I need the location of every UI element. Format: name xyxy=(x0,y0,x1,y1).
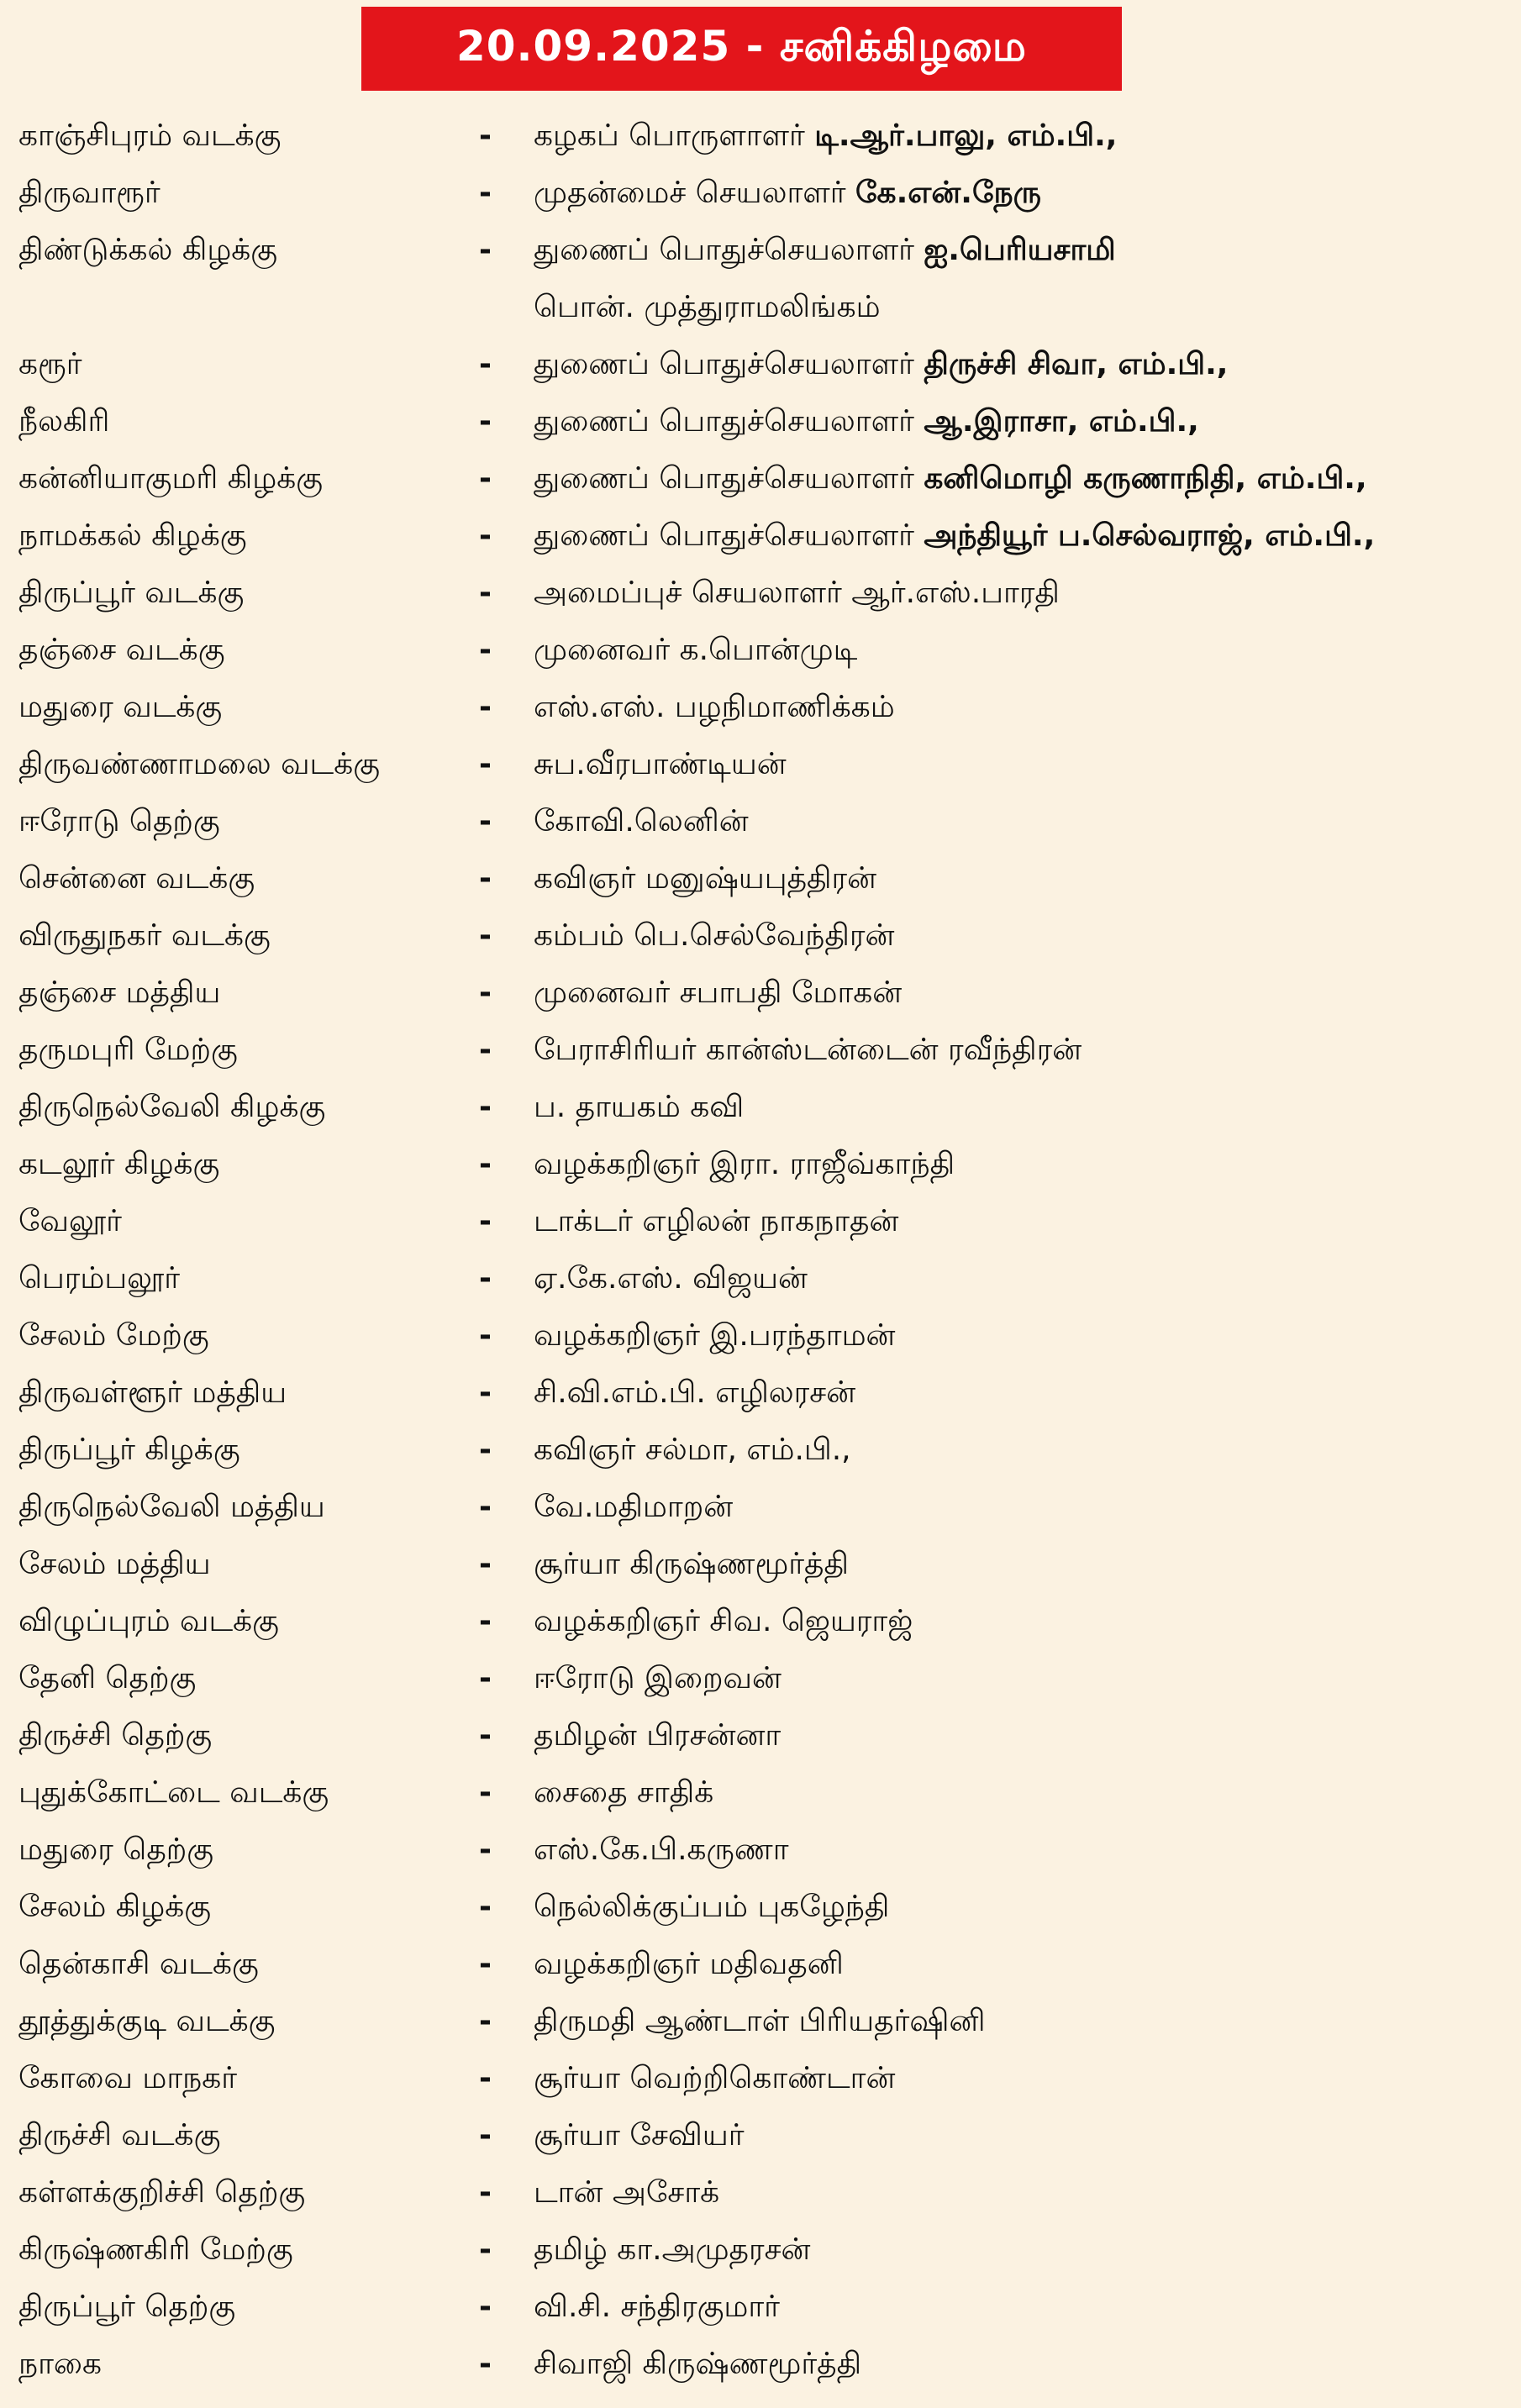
speaker xyxy=(534,565,1060,622)
speaker-title: பொன். முத்துராமலிங்கம் xyxy=(534,290,881,324)
speaker-name: ஐ.பெரியசாமி xyxy=(924,233,1116,267)
schedule-row xyxy=(0,622,1521,679)
speaker xyxy=(534,907,894,965)
separator-dash: - xyxy=(479,2290,492,2324)
separator-dash: - xyxy=(479,2175,492,2210)
speaker-title: கவிஞர் மனுஷ்யபுத்திரன் xyxy=(534,861,877,896)
separator-dash: - xyxy=(479,1375,492,1410)
district-name: காஞ்சிபுரம் வடக்கு xyxy=(18,118,282,153)
district-name: தூத்துக்குடி வடக்கு xyxy=(18,2004,276,2038)
speaker-title: வே.மதிமாறன் xyxy=(534,1490,734,1524)
district-name: திருச்சி தெற்கு xyxy=(18,1718,213,1753)
speaker-title: ப. தாயகம் கவி xyxy=(534,1090,745,1124)
schedule-row xyxy=(0,1993,1521,2050)
speaker xyxy=(534,2279,780,2336)
district-name: கிருஷ்ணகிரி மேற்கு xyxy=(18,2232,293,2267)
schedule-row xyxy=(0,907,1521,965)
schedule-row xyxy=(0,850,1521,907)
separator-dash: - xyxy=(479,1547,492,1581)
schedule-row xyxy=(0,1250,1521,1307)
separator-dash: - xyxy=(479,1890,492,1924)
speaker xyxy=(534,2050,895,2107)
district-name: வேலூர் xyxy=(18,1204,122,1238)
district-name: நாமக்கல் கிழக்கு xyxy=(18,518,247,553)
schedule-row xyxy=(0,565,1521,622)
speaker-title: முனைவர் சபாபதி மோகன் xyxy=(534,975,903,1010)
speaker xyxy=(534,2164,719,2221)
schedule-row xyxy=(0,222,1521,279)
speaker xyxy=(534,1822,789,1879)
speaker xyxy=(534,793,749,850)
separator-dash: - xyxy=(479,2004,492,2038)
speaker xyxy=(534,1936,844,1993)
speaker xyxy=(534,1993,986,2050)
speaker-title: தமிழ் கா.அமுதரசன் xyxy=(534,2232,811,2267)
speaker xyxy=(534,1307,895,1364)
separator-dash: - xyxy=(479,576,492,610)
schedule-row xyxy=(0,393,1521,450)
speaker xyxy=(534,1707,781,1764)
district-name: தேனி தெற்கு xyxy=(18,1661,197,1696)
speaker-title: சைதை சாதிக் xyxy=(534,1775,714,1810)
district-name: தருமபுரி மேற்கு xyxy=(18,1033,238,1067)
speaker xyxy=(534,165,1041,222)
speaker xyxy=(534,1879,889,1936)
speaker-title: சிவாஜி கிருஷ்ணமூர்த்தி xyxy=(534,2347,862,2381)
speaker-title: எஸ்.எஸ். பழநிமாணிக்கம் xyxy=(534,690,895,724)
district-name: சேலம் மேற்கு xyxy=(18,1318,209,1353)
date-title: 20.09.2025 - சனிக்கிழமை xyxy=(455,21,1028,71)
separator-dash: - xyxy=(479,918,492,953)
speaker-name: ஆ.இராசா, எம்.பி., xyxy=(924,404,1199,439)
speaker-title: வழக்கறிஞர் இரா. ராஜீவ்காந்தி xyxy=(534,1147,955,1181)
speaker xyxy=(534,2107,745,2164)
schedule-row xyxy=(0,2050,1521,2107)
speaker-title: முனைவர் க.பொன்முடி xyxy=(534,633,858,667)
schedule-row xyxy=(0,1879,1521,1936)
schedule-row xyxy=(0,736,1521,793)
speaker xyxy=(534,850,876,907)
speaker xyxy=(534,622,857,679)
district-name: சேலம் கிழக்கு xyxy=(18,1890,212,1924)
speaker-name: கனிமொழி கருணாநிதி, எம்.பி., xyxy=(924,461,1367,496)
district-name: திருப்பூர் வடக்கு xyxy=(18,576,245,610)
schedule-row xyxy=(0,2336,1521,2393)
speaker xyxy=(534,736,787,793)
speaker-title: சுப.வீரபாண்டியன் xyxy=(534,747,787,781)
schedule-row xyxy=(0,1307,1521,1364)
district-name: கன்னியாகுமரி கிழக்கு xyxy=(18,461,324,496)
speaker xyxy=(534,222,1116,279)
schedule-row xyxy=(0,1364,1521,1422)
schedule-row xyxy=(0,679,1521,736)
speaker-name: திருச்சி சிவா, எம்.பி., xyxy=(924,347,1229,381)
separator-dash: - xyxy=(479,176,492,210)
speaker-title: வி.சி. சந்திரகுமார் xyxy=(534,2290,780,2324)
district-name: விருதுநகர் வடக்கு xyxy=(18,918,271,953)
district-name: கடலூர் கிழக்கு xyxy=(18,1147,220,1181)
separator-dash: - xyxy=(479,1604,492,1638)
district-name: கரூர் xyxy=(18,347,82,381)
speaker xyxy=(534,1364,855,1422)
speaker xyxy=(534,1764,713,1822)
speaker-title: கம்பம் பெ.செல்வேந்திரன் xyxy=(534,918,895,953)
schedule-row xyxy=(0,336,1521,393)
district-name: திருப்பூர் தெற்கு xyxy=(18,2290,236,2324)
separator-dash: - xyxy=(479,1261,492,1296)
separator-dash: - xyxy=(479,1775,492,1810)
separator-dash: - xyxy=(479,461,492,496)
schedule-row xyxy=(0,450,1521,507)
separator-dash: - xyxy=(479,404,492,439)
speaker-title: வழக்கறிஞர் இ.பரந்தாமன் xyxy=(534,1318,896,1353)
separator-dash: - xyxy=(479,1718,492,1753)
schedule-row xyxy=(0,108,1521,165)
district-name: பெரம்பலூர் xyxy=(18,1261,181,1296)
speaker-title: துணைப் பொதுச்செயலாளர் xyxy=(534,233,924,267)
separator-dash: - xyxy=(479,233,492,267)
district-name: ஈரோடு தெற்கு xyxy=(18,804,220,839)
district-name: திருவண்ணாமலை வடக்கு xyxy=(18,747,381,781)
speaker xyxy=(534,1136,955,1193)
district-name: சென்னை வடக்கு xyxy=(18,861,255,896)
speaker-title: துணைப் பொதுச்செயலாளர் xyxy=(534,404,924,439)
speaker xyxy=(534,965,902,1022)
district-name: கோவை மாநகர் xyxy=(18,2061,238,2095)
separator-dash: - xyxy=(479,804,492,839)
district-name: திருச்சி வடக்கு xyxy=(18,2118,221,2153)
speaker-title: ஏ.கே.எஸ். விஜயன் xyxy=(534,1261,808,1296)
speaker xyxy=(534,1250,808,1307)
separator-dash: - xyxy=(479,1090,492,1124)
speaker xyxy=(534,1479,733,1536)
separator-dash: - xyxy=(479,1033,492,1067)
speaker-name: டி.ஆர்.பாலு, எம்.பி., xyxy=(814,118,1118,153)
schedule-row xyxy=(0,1022,1521,1079)
schedule-row xyxy=(0,2107,1521,2164)
date-banner xyxy=(361,7,1122,91)
schedule-row xyxy=(0,1936,1521,1993)
separator-dash: - xyxy=(479,1147,492,1181)
district-name: சேலம் மத்திய xyxy=(18,1547,211,1581)
district-name: கள்ளக்குறிச்சி தெற்கு xyxy=(18,2175,306,2210)
separator-dash: - xyxy=(479,2118,492,2153)
district-name: தென்காசி வடக்கு xyxy=(18,1947,259,1981)
schedule-row xyxy=(0,1764,1521,1822)
speaker-title: சூர்யா கிருஷ்ணமூர்த்தி xyxy=(534,1547,849,1581)
district-name: மதுரை வடக்கு xyxy=(18,690,223,724)
speaker-name: கே.என்.நேரு xyxy=(855,176,1041,210)
speaker xyxy=(534,1536,849,1593)
schedule-row xyxy=(0,279,1521,336)
speaker-title: துணைப் பொதுச்செயலாளர் xyxy=(534,347,924,381)
speaker-title: தமிழன் பிரசன்னா xyxy=(534,1718,782,1753)
speaker-title: சூர்யா சேவியர் xyxy=(534,2118,745,2153)
separator-dash: - xyxy=(479,347,492,381)
separator-dash: - xyxy=(479,518,492,553)
speaker xyxy=(534,1650,782,1707)
speaker xyxy=(534,1193,898,1250)
speaker-title: ஈரோடு இறைவன் xyxy=(534,1661,782,1696)
speaker xyxy=(534,507,1375,565)
district-name: விழுப்புரம் வடக்கு xyxy=(18,1604,279,1638)
speaker xyxy=(534,279,881,336)
speaker-title: வழக்கறிஞர் மதிவதனி xyxy=(534,1947,844,1981)
speaker xyxy=(534,108,1117,165)
speaker xyxy=(534,1422,851,1479)
separator-dash: - xyxy=(479,975,492,1010)
speaker-title: டாக்டர் எழிலன் நாகநாதன் xyxy=(534,1204,899,1238)
schedule-row xyxy=(0,1707,1521,1764)
district-name: நீலகிரி xyxy=(18,404,110,439)
schedule-row xyxy=(0,1136,1521,1193)
schedule-row xyxy=(0,793,1521,850)
separator-dash: - xyxy=(479,118,492,153)
separator-dash: - xyxy=(479,2232,492,2267)
speaker xyxy=(534,393,1199,450)
speaker xyxy=(534,2336,861,2393)
schedule-row xyxy=(0,1479,1521,1536)
speaker-schedule-list xyxy=(0,108,1521,2393)
schedule-row xyxy=(0,1822,1521,1879)
schedule-row xyxy=(0,165,1521,222)
district-name: திருநெல்வேலி கிழக்கு xyxy=(18,1090,326,1124)
speaker-title: துணைப் பொதுச்செயலாளர் xyxy=(534,461,924,496)
separator-dash: - xyxy=(479,1433,492,1467)
speaker-name: அந்தியூர் ப.செல்வராஜ், எம்.பி., xyxy=(924,518,1376,553)
speaker-title: வழக்கறிஞர் சிவ. ஜெயராஜ் xyxy=(534,1604,913,1638)
speaker-title: பேராசிரியர் கான்ஸ்டன்டைன் ரவீந்திரன் xyxy=(534,1033,1082,1067)
district-name: திருவள்ளூர் மத்திய xyxy=(18,1375,287,1410)
speaker-title: எஸ்.கே.பி.கருணா xyxy=(534,1832,789,1867)
separator-dash: - xyxy=(479,633,492,667)
speaker-title: சூர்யா வெற்றிகொண்டான் xyxy=(534,2061,896,2095)
district-name: தஞ்சை வடக்கு xyxy=(18,633,225,667)
district-name: திருப்பூர் கிழக்கு xyxy=(18,1433,240,1467)
separator-dash: - xyxy=(479,1947,492,1981)
schedule-row xyxy=(0,1536,1521,1593)
speaker xyxy=(534,1022,1082,1079)
district-name: திருவாரூர் xyxy=(18,176,161,210)
district-name: திருநெல்வேலி மத்திய xyxy=(18,1490,325,1524)
separator-dash: - xyxy=(479,747,492,781)
speaker xyxy=(534,450,1367,507)
speaker-title: கவிஞர் சல்மா, எம்.பி., xyxy=(534,1433,851,1467)
separator-dash: - xyxy=(479,690,492,724)
separator-dash: - xyxy=(479,1490,492,1524)
speaker-title: கழகப் பொருளாளர் xyxy=(534,118,815,153)
speaker-title: கோவி.லெனின் xyxy=(534,804,749,839)
schedule-row xyxy=(0,2164,1521,2221)
speaker xyxy=(534,336,1228,393)
speaker-title: அமைப்புச் செயலாளர் ஆர்.எஸ்.பாரதி xyxy=(534,576,1060,610)
district-name: மதுரை தெற்கு xyxy=(18,1832,214,1867)
separator-dash: - xyxy=(479,1204,492,1238)
speaker xyxy=(534,679,895,736)
schedule-row xyxy=(0,1193,1521,1250)
speaker-title: டான் அசோக் xyxy=(534,2175,720,2210)
speaker xyxy=(534,2221,810,2279)
speaker-title: திருமதி ஆண்டாள் பிரியதர்ஷினி xyxy=(534,2004,986,2038)
separator-dash: - xyxy=(479,2347,492,2381)
district-name: திண்டுக்கல் கிழக்கு xyxy=(18,233,278,267)
separator-dash: - xyxy=(479,2061,492,2095)
schedule-row xyxy=(0,2221,1521,2279)
district-name: நாகை xyxy=(18,2347,102,2381)
speaker xyxy=(534,1079,744,1136)
schedule-row xyxy=(0,1650,1521,1707)
separator-dash: - xyxy=(479,1318,492,1353)
speaker-title: துணைப் பொதுச்செயலாளர் xyxy=(534,518,924,553)
separator-dash: - xyxy=(479,1661,492,1696)
speaker xyxy=(534,1593,913,1650)
speaker-title: சி.வி.எம்.பி. எழிலரசன் xyxy=(534,1375,856,1410)
speaker-title: முதன்மைச் செயலாளர் xyxy=(534,176,855,210)
district-name: தஞ்சை மத்திய xyxy=(18,975,221,1010)
schedule-row xyxy=(0,1079,1521,1136)
separator-dash: - xyxy=(479,1832,492,1867)
schedule-row xyxy=(0,965,1521,1022)
schedule-row xyxy=(0,507,1521,565)
district-name: புதுக்கோட்டை வடக்கு xyxy=(18,1775,329,1810)
schedule-row xyxy=(0,1422,1521,1479)
separator-dash: - xyxy=(479,861,492,896)
speaker-title: நெல்லிக்குப்பம் புகழேந்தி xyxy=(534,1890,890,1924)
schedule-row xyxy=(0,1593,1521,1650)
schedule-row xyxy=(0,2279,1521,2336)
